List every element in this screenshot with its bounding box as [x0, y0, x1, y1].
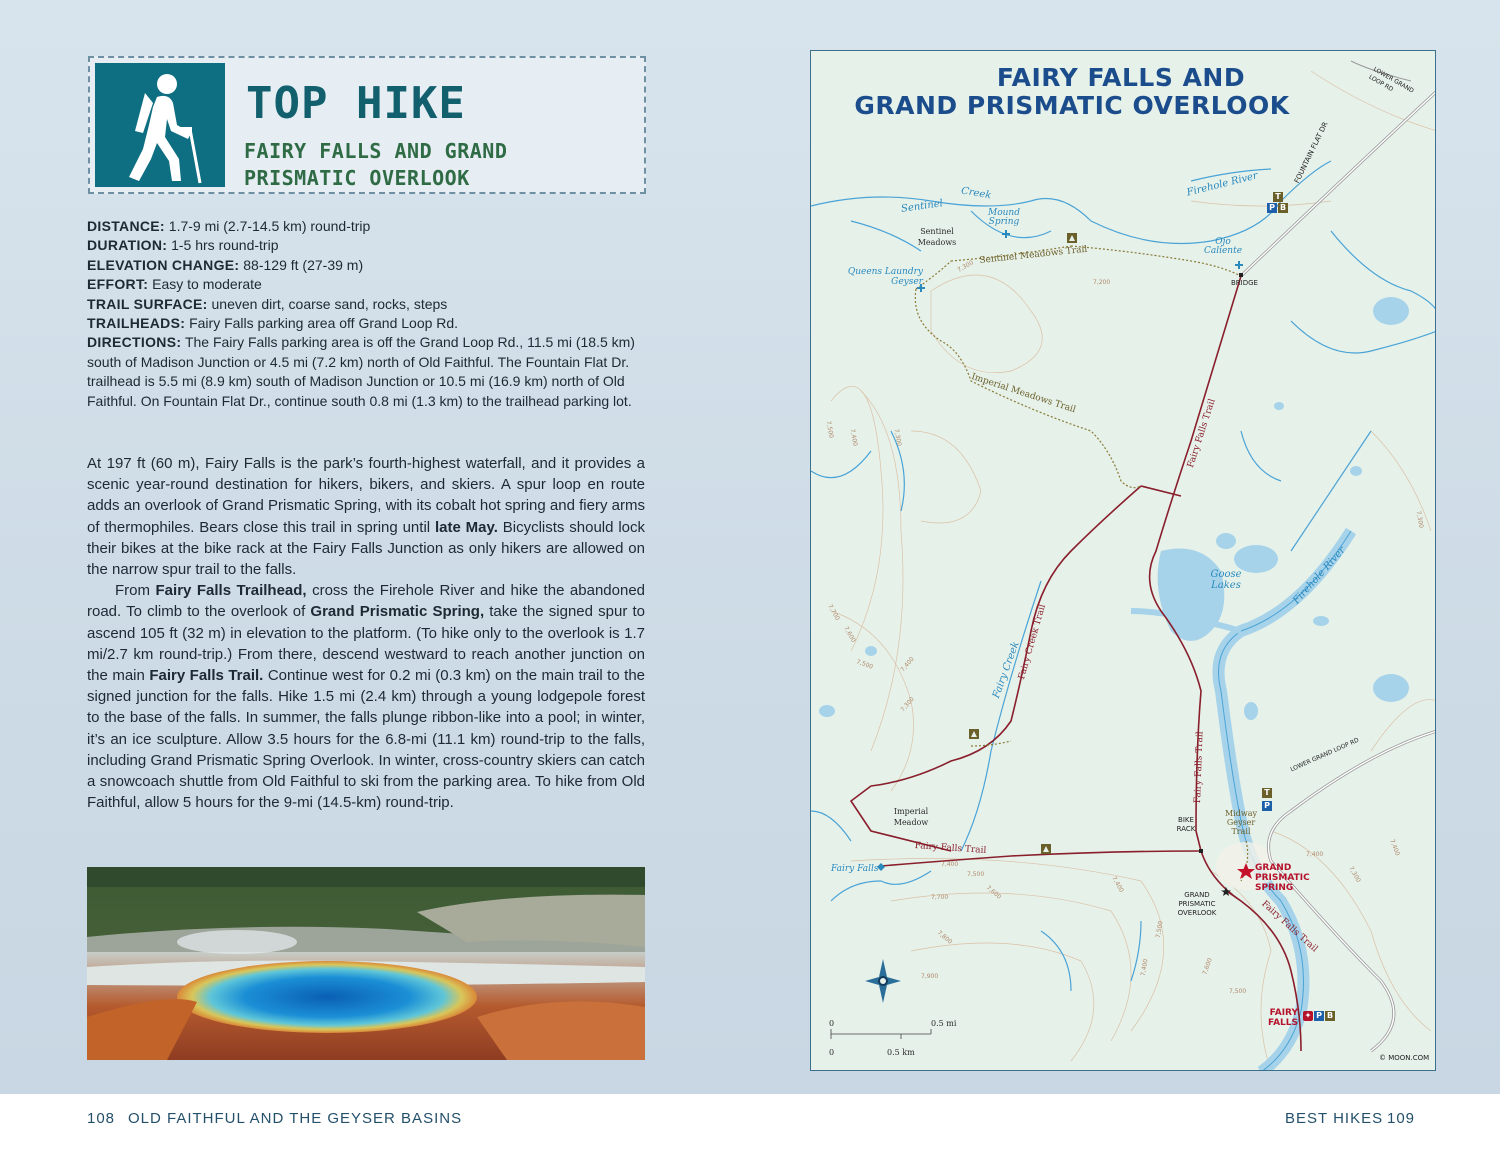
scale-km-zero: 0	[829, 1048, 835, 1057]
contour-label: 7,500	[1154, 920, 1165, 939]
bike-icon: B	[1279, 203, 1287, 212]
contour-label: 7,900	[921, 973, 939, 980]
fact-elevation: ELEVATION CHANGE: 88-129 ft (27-39 m)	[87, 256, 364, 273]
label-bridge: BRIDGE	[1231, 279, 1258, 287]
label-mound-spring: Mound Spring	[988, 208, 1020, 227]
hike-facts	[87, 217, 647, 411]
top-hike-box	[88, 56, 646, 194]
contour-label: 7,500	[967, 871, 985, 878]
label-firehole-river-mid: Firehole River	[1291, 544, 1348, 607]
parking-icon: P	[1262, 801, 1272, 811]
top-hike-subtitle: FAIRY FALLS AND GRAND PRISMATIC OVERLOOK	[244, 139, 508, 190]
page-footer	[0, 1094, 1500, 1169]
label-fairy-falls-trail-north: Fairy Falls Trail	[1186, 397, 1218, 470]
label-bike-rack: BIKE RACK	[1176, 816, 1196, 833]
contour-label: 7,600	[984, 884, 1003, 901]
contour-label: 7,700	[931, 894, 949, 901]
fact-distance: DISTANCE: 1.7-9 mi (2.7-14.5 km) round-trip	[87, 218, 371, 234]
right-running-head: BEST HIKES	[1285, 1110, 1384, 1127]
fact-trailheads: TRAILHEADS: Fairy Falls parking area off Grand Loop Rd.	[87, 315, 459, 332]
label-goose-lakes: Goose Lakes	[1210, 569, 1242, 591]
map-title-line1: FAIRY FALLS AND	[996, 63, 1246, 92]
label-firehole-river-top: Firehole River	[1185, 170, 1259, 199]
contour-label: 7,800	[935, 929, 954, 946]
contour-label: 7,400	[848, 428, 859, 447]
contour-label: 7,200	[1093, 279, 1111, 286]
contour-label: 7,300	[956, 259, 975, 274]
contour-label: 7,700	[826, 603, 841, 622]
contour-label: 7,600	[842, 625, 857, 644]
right-page-number: 109	[1387, 1110, 1416, 1127]
trail-map	[810, 50, 1436, 1071]
contour-label: 7,500	[824, 420, 835, 439]
paragraph-1: At 197 ft (60 m), Fairy Falls is the park’s fourth-highest waterfall, and it provides a scenic year-round destination for hikers, bikers, and skiers. A spur loop en route adds an overlook of Grand Prismatic Spring, with its cobalt hot spring and fiery arms of thermophiles. Bears close this trail in spring until late May. Bicyclists should lock their bikes at the bike rack at the Fairy Falls Junction as only hikers are allowed on the narrow spur trail to the falls.	[87, 455, 645, 579]
top-hike-heading: TOP HIKE	[246, 78, 466, 129]
contour-label: 7,400	[1306, 851, 1324, 858]
contour-label: 7,400	[1388, 838, 1401, 857]
contour-label: 7,400	[941, 861, 959, 868]
contour-label: 7,300	[892, 428, 903, 447]
scale-km-label: 0.5 km	[887, 1048, 915, 1057]
contour-label: 7,400	[1110, 875, 1125, 894]
label-fairy-falls-trail-mid: Fairy Falls Trail	[1193, 731, 1206, 804]
label-sentinel: Sentinel	[900, 198, 944, 215]
label-fairy-falls-trailhead: FAIRY FALLS	[1267, 1008, 1298, 1028]
label-grand-prismatic-spring: GRAND PRISMATIC SPRING	[1255, 863, 1310, 893]
grand-prismatic-photo	[87, 867, 645, 1060]
parking-icon: P	[1267, 203, 1277, 213]
bike-icon: B	[1326, 1011, 1334, 1020]
label-ojo-caliente: Ojo Caliente	[1203, 237, 1243, 256]
label-queens-laundry: Queens Laundry Geyser	[847, 267, 923, 287]
map-credit: © MOON.COM	[1379, 1054, 1430, 1062]
label-fairy-creek-trail: Fairy Creek Trail	[1017, 603, 1049, 681]
scale-mi-label: 0.5 mi	[931, 1019, 957, 1028]
trailhead-icon: T	[1273, 192, 1283, 202]
contour-label: 7,500	[855, 658, 874, 671]
fact-surface: TRAIL SURFACE: uneven dirt, coarse sand, rocks, steps	[87, 295, 448, 312]
label-fairy-creek: Fairy Creek	[991, 640, 1022, 700]
fact-duration: DURATION: 1-5 hrs round-trip	[87, 237, 279, 254]
label-imperial-meadows-trail: Imperial Meadows Trail	[969, 372, 1077, 416]
hiker-icon	[95, 63, 225, 187]
contour-label: 7,300	[899, 695, 916, 714]
label-imperial-meadow: Imperial Meadow	[893, 807, 929, 827]
paragraph-2: From Fairy Falls Trailhead, cross the Firehole River and hike the abandoned road. To climb to the overlook of Grand Prismatic Spring, take the signed spur to ascend 105 ft (32 m) in elevation to the platform. (To hike only to the overlook is 1.7 mi/2.7 km round-trip.) From there, descend westward to reach another junction on the main Fairy Falls Trail. Continue west for 0.2 mi (0.3 km) on the main trail to the signed junction for the falls. Hike 1.5 mi (2.4 km) through a young lodgepole forest to the base of the falls. In summer, the falls plunge ribbon-like into a pool; in winter, it’s an ice sculpture. Allow 3.5 hours for the 6.8-mi (11.1 km) round-trip to the falls, including Grand Prismatic Spring Overlook. In winter, cross-country skiers can catch a snowcoach shuttle from Old Faithful to ski from the parking area. To hike from Old Faithful, allow 5 hours for the 9-mi (14.5-km) round-trip.	[87, 582, 646, 812]
trailhead-icon: T	[1262, 788, 1272, 798]
fact-effort: EFFORT: Easy to moderate	[87, 276, 262, 293]
label-fairy-falls: Fairy Falls	[831, 864, 879, 874]
label-fairy-falls-trail-west: Fairy Falls Trail	[914, 841, 987, 856]
map-title-line2: GRAND PRISMATIC OVERLOOK	[854, 91, 1290, 120]
contour-label: 7,400	[1139, 958, 1150, 977]
contour-label: 7,500	[1229, 988, 1247, 995]
contour-label: 7,400	[899, 655, 916, 674]
body-text	[87, 453, 645, 813]
label-fountain-flat-dr: FOUNTAIN FLAT DR	[1293, 120, 1330, 185]
label-lower-grand-loop-top: LOWER GRAND LOOP RD	[1367, 65, 1415, 95]
fact-directions: DIRECTIONS: The Fairy Falls parking area is off the Grand Loop Rd., 11.5 mi (18.5 km) south of Madison Junction or 4.5 mi (7.2 km) north of Old Faithful. The Fountain Flat Dr. trailhead is 5.5 mi (8.9 km) south of Madison Junction or 10.5 mi (16.9 km) north of Old Faithful. On Fountain Flat Dr., continue south 0.8 mi (1.3 km) to the trailhead parking lot.	[87, 334, 635, 409]
contour-label: 7,300	[1414, 510, 1425, 529]
label-sentinel-meadows-trail: Sentinel Meadows Trail	[979, 244, 1088, 266]
label-sentinel-meadows: Sentinel Meadows	[917, 227, 957, 247]
label-midway-geyser-trail: Midway Geyser Trail	[1224, 809, 1257, 836]
label-lower-grand-loop-mid: LOWER GRAND LOOP RD	[1289, 736, 1361, 774]
left-page-number: 108	[87, 1110, 116, 1127]
contour-label: 7,600	[1201, 957, 1214, 976]
contour-label: 7,300	[1347, 865, 1362, 884]
label-grand-prismatic-overlook: GRAND PRISMATIC OVERLOOK	[1177, 891, 1217, 917]
scale-mi-zero: 0	[829, 1019, 835, 1028]
label-creek: Creek	[960, 185, 993, 202]
label-fairy-falls-trail-south: Fairy Falls Trail	[1259, 899, 1320, 955]
parking-icon: P	[1314, 1011, 1324, 1021]
left-running-head: OLD FAITHFUL AND THE GEYSER BASINS	[128, 1110, 463, 1127]
hiker-trailhead-icon: ✦	[1304, 1011, 1312, 1020]
